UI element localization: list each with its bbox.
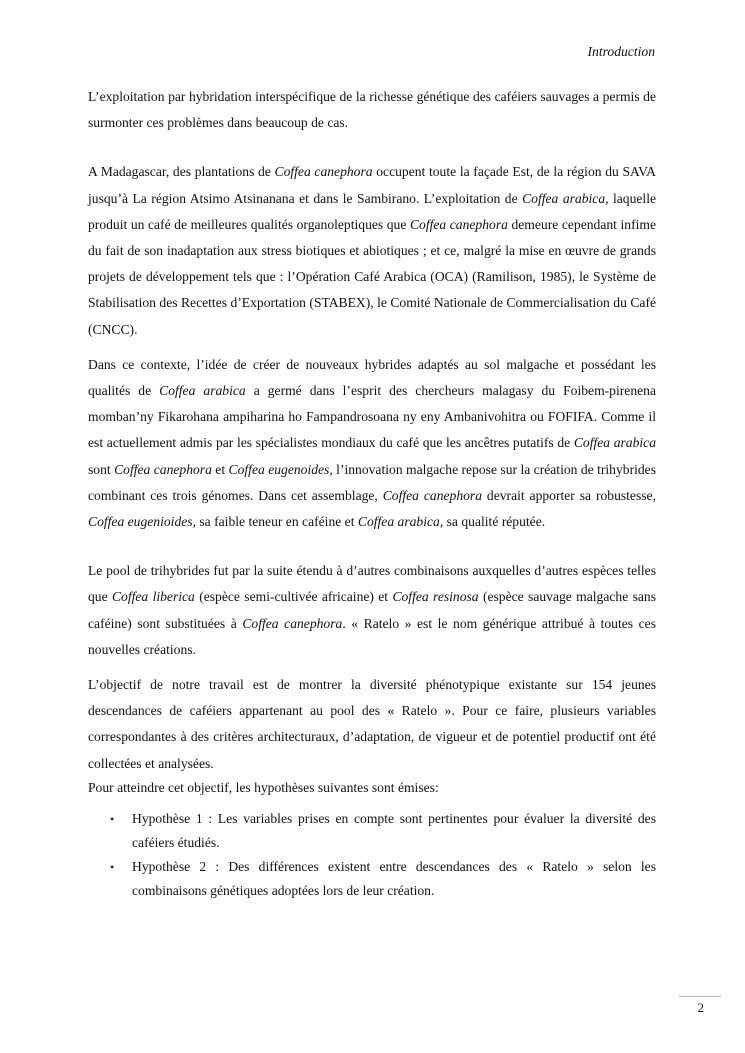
species-name: Coffea liberica (111, 589, 195, 605)
species-name: Coffea resinosa (392, 589, 479, 605)
page-number: 2 (697, 1000, 704, 1015)
species-name: Coffea arabica (573, 435, 657, 451)
list-item: • Hypothèse 2 : Des différences existent entre descendances des « Ratelo » selon les combinaisons génétiques adoptées lors de leur création. (88, 855, 656, 903)
species-name: Coffea eugenioides, (88, 514, 196, 530)
paragraph-6: Pour atteindre cet objectif, les hypothèses suivantes sont émises: (88, 779, 439, 795)
species-name: Coffea canephora (274, 164, 373, 180)
species-name: Coffea arabica (159, 383, 246, 399)
footer-divider (679, 996, 721, 997)
running-header: Introduction (587, 44, 655, 59)
species-name: Coffea arabica, (357, 514, 444, 530)
bullet-icon: • (110, 859, 115, 874)
species-name: Coffea canephora (409, 216, 508, 232)
paragraph-4: Le pool de trihybrides fut par la suite étendu à d’autres combinaisons auxquelles d’autres espèces telles que Coffea liberica (espèce semi-cultivée africaine) et Coffea resinosa (espèce sauvage malgache sans caféine) sont substituées à Coffea canephora. « Ratelo » est le nom générique attribué à toutes ces nouvelles créations. (88, 563, 657, 657)
hypotheses-list (88, 807, 656, 903)
paragraph-2: A Madagascar, des plantations de Coffea canephora occupent toute la façade Est, de la région du SAVA jusqu’à La région Atsimo Atsinanana et dans le Sambirano. L’exploitation de Coffea arabica, laquelle produit un café de meilleures qualités organoleptiques que Coffea canephora demeure cependant infime du fait de son inadaptation aux stress biotiques et abiotiques ; et ce, malgré la mise en œuvre de grands projets de développement tels que : l’Opération Café Arabica (OCA) (Ramilison, 1985), le Système de Stabilisation des Recettes d’Exportation (STABEX), le Comité Nationale de Commercialisation du Café (CNCC). (88, 164, 657, 337)
paragraph-3: Dans ce contexte, l’idée de créer de nouveaux hybrides adaptés au sol malgache et possédant les qualités de Coffea arabica a germé dans l’esprit des chercheurs malagasy du Foibem-pirenena momban’ny Fikarohana ampiharina ho Fampandrosoana ny eny Ambanivohitra ou FOFIFA. Comme il est actuellement admis par les spécialistes mondiaux du café que les ancêtres putatifs de Coffea arabica sont Coffea canephora et Coffea eugenoides, l’innovation malgache repose sur la création de trihybrides combinant ces trois génomes. Dans cet assemblage, Coffea canephora devrait apporter sa robustesse, Coffea eugenioides, sa faible teneur en caféine et Coffea arabica, sa qualité réputée. (88, 356, 657, 530)
body-text (88, 84, 656, 903)
paragraph-5: L’objectif de notre travail est de montrer la diversité phénotypique existante sur 154 jeunes descendances de caféiers appartenant au pool des « Ratelo ». Pour ce faire, plusieurs variables correspondantes à des critères architecturaux, d’adaptation, de vigueur et de potentiel productif ont été collectées et analysées. (88, 677, 656, 771)
list-item: • Hypothèse 1 : Les variables prises en compte sont pertinentes pour évaluer la diversité des caféiers étudiés. (88, 807, 656, 855)
paragraph-1: L’exploitation par hybridation interspécifique de la richesse génétique des caféiers sauvages a permis de surmonter ces problèmes dans beaucoup de cas. (88, 89, 656, 131)
species-name: Coffea eugenoides, (228, 461, 333, 477)
species-name: Coffea canephora (242, 615, 343, 631)
species-name: Coffea canephora (114, 461, 212, 477)
bullet-icon: • (110, 811, 115, 826)
species-name: Coffea canephora (382, 487, 483, 503)
species-name: Coffea arabica (522, 190, 606, 206)
